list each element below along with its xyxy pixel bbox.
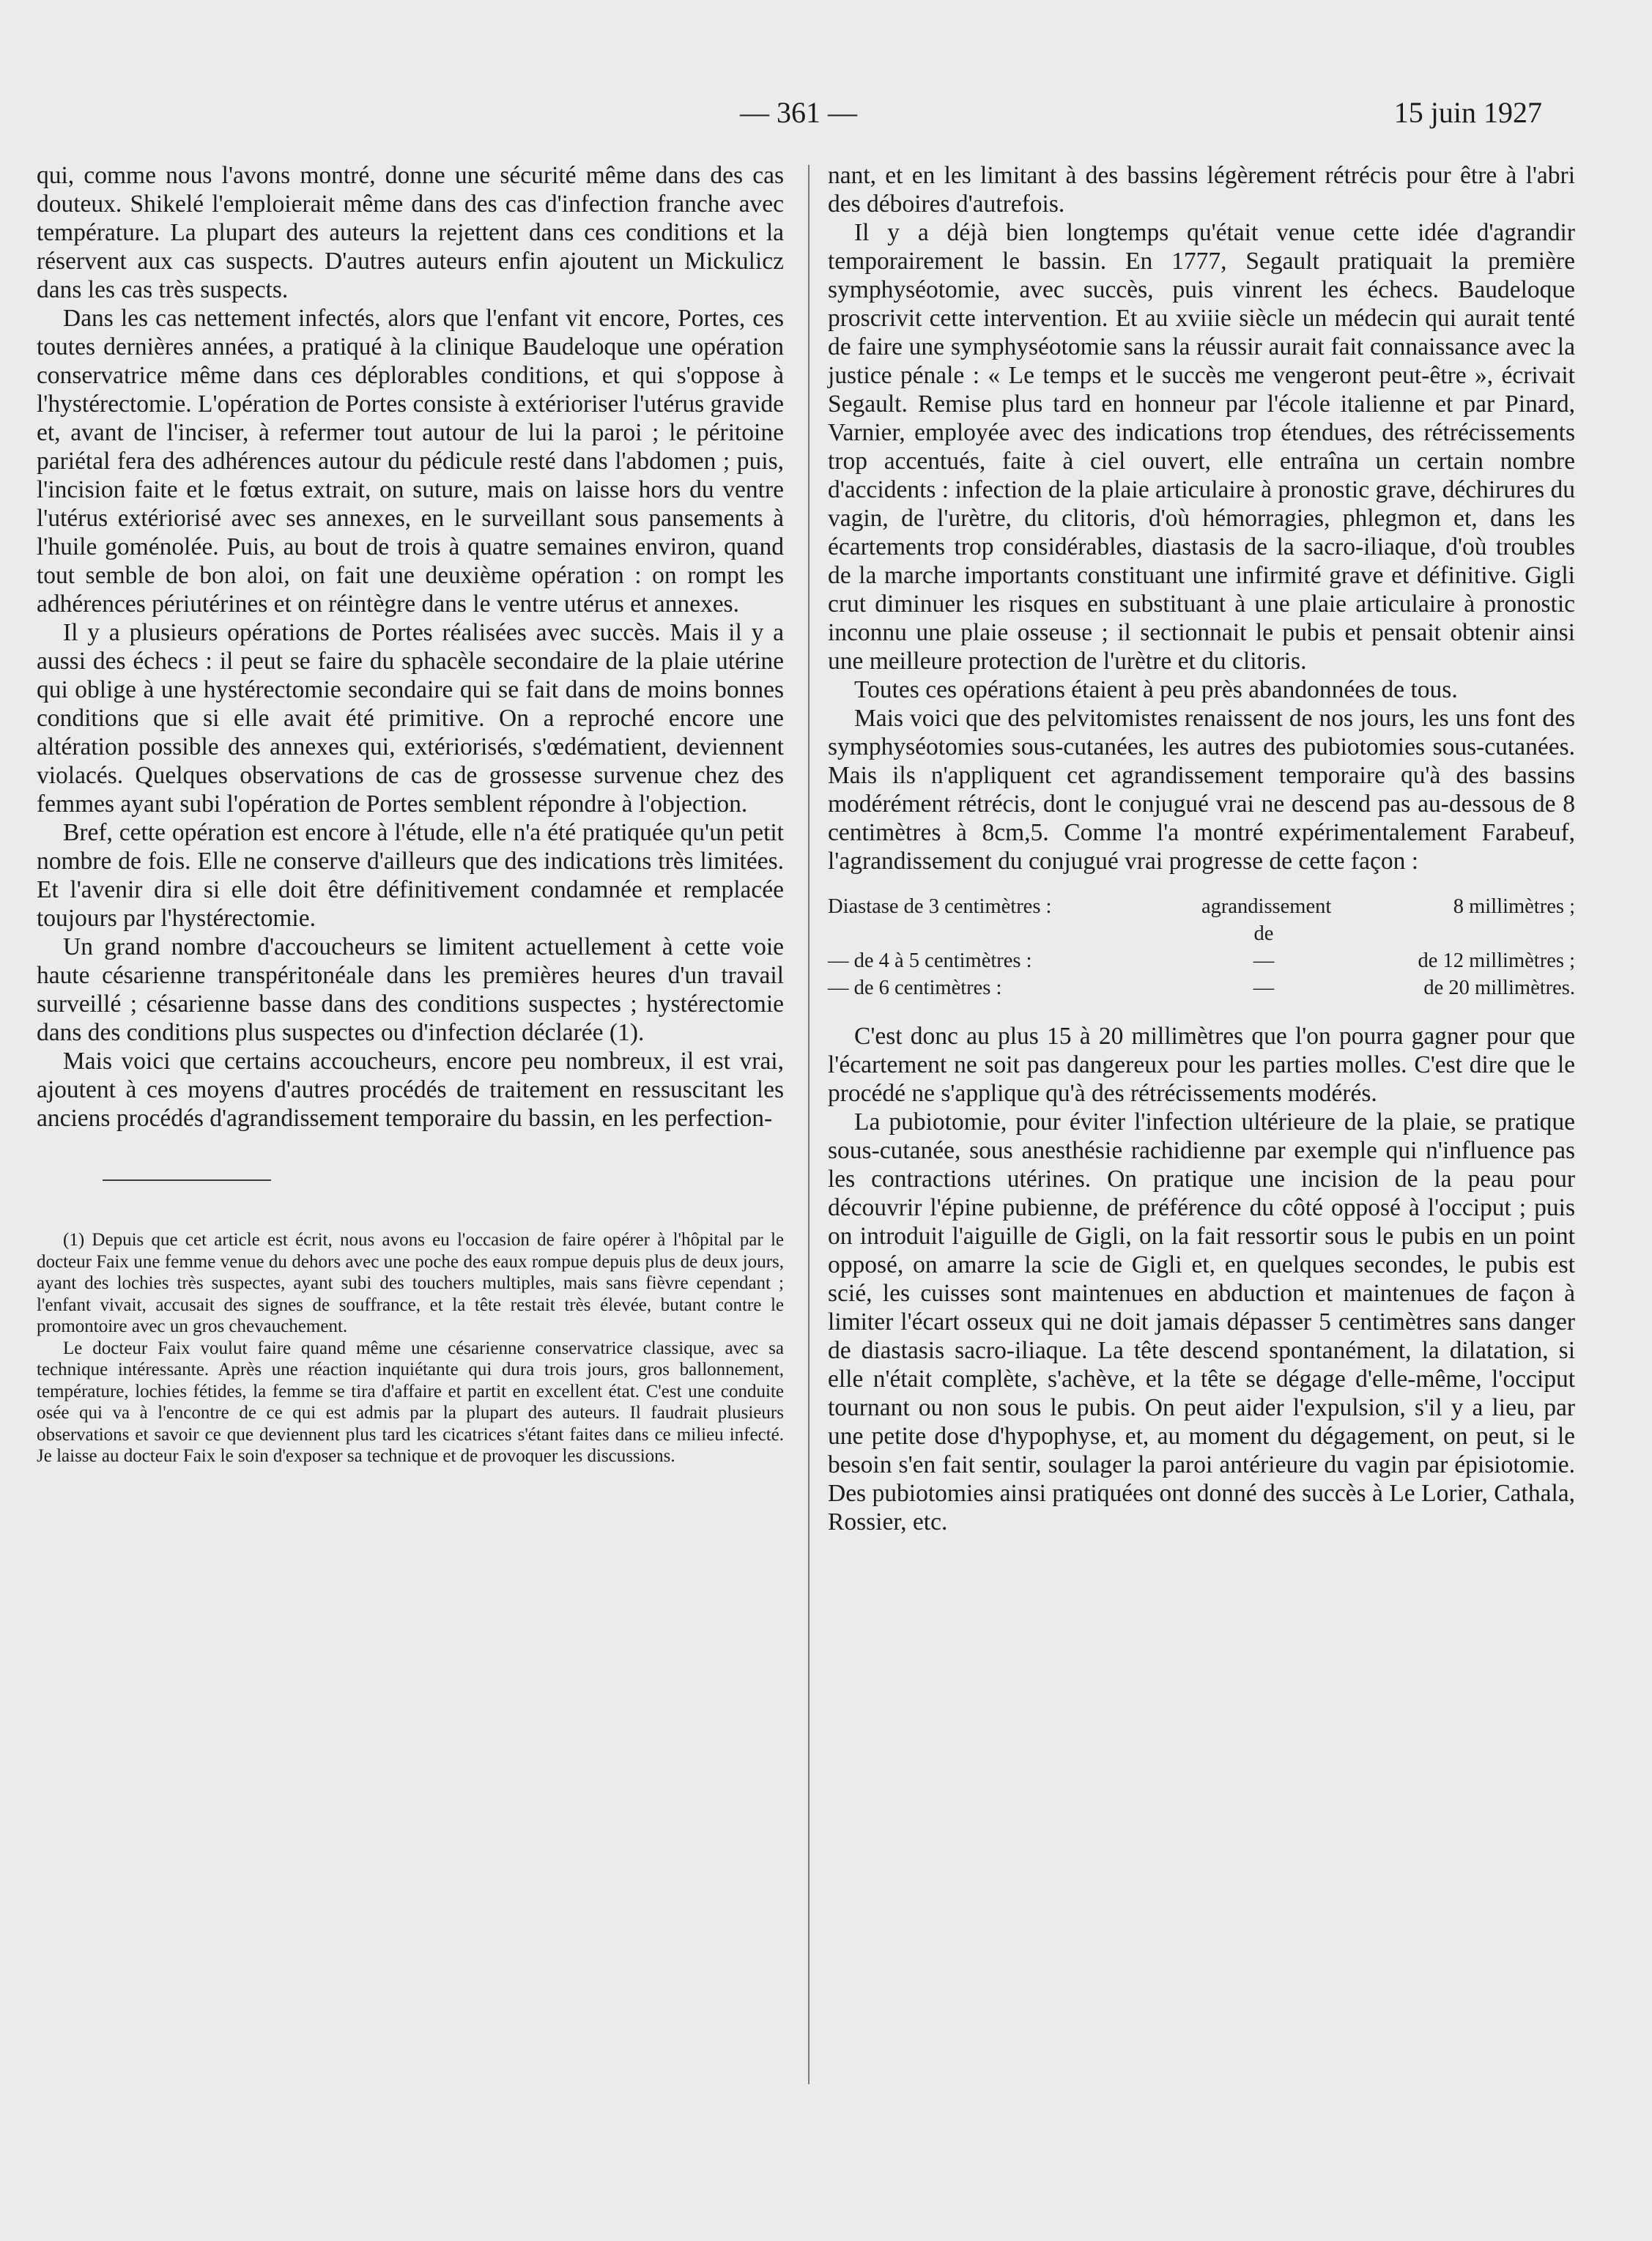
column-divider [808, 165, 810, 2084]
table-cell: — de 4 à 5 centimètres : [828, 949, 1032, 972]
left-column [37, 161, 784, 1467]
table-row [828, 974, 1575, 1001]
table-row [828, 893, 1575, 947]
table-cell: agrandissement de [1201, 895, 1332, 945]
table-cell: — de 6 centimètres : [828, 977, 1002, 999]
paragraph: qui, comme nous l'avons montré, donne une sécurité même dans des cas douteux. Shikelé l'emploierait même dans des cas d'infection franche avec température. La plupart des auteurs la rejettent dans ces conditions et la réservent aux cas suspects. D'autres auteurs enfin ajoutent un Mickulicz dans les cas très suspects. [37, 162, 784, 303]
table-cell: de 12 millimètres ; [1418, 949, 1575, 972]
paragraph: La pubiotomie, pour éviter l'infection ultérieure de la plaie, se pratique sous-cutanée, sous anesthésie rachidienne par exemple qui n'influence pas les contractions utérines. On pratique une incision de la peau pour découvrir l'épine pubienne, de préférence du côté opposé à l'occiput ; puis on introduit l'aiguille de Gigli, on la fait ressortir sous le pubis en un point opposé, on amarre la scie de Gigli et, en quelques secondes, le pubis est scié, les cuisses sont maintenues en abduction et maintenues de façon à limiter l'écart osseux qui ne doit jamais dépasser 5 centimètres sans danger de diastasis sacro-iliaque. La tête descend spontanément, la dilatation, si elle n'était complète, s'achève, et la tête se dégage d'elle-même, l'occiput tournant ou non sous le pubis. On peut aider l'expulsion, s'il y a lieu, par une petite dose d'hypophyse, et, au moment du dégagement, on peut, si le besoin s'en fait sentir, soulager la paroi antérieure du vagin par épisiotomie. Des pubiotomies ainsi pratiquées ont donné des succès à Le Lorier, Cathala, Rossier, etc. [828, 1108, 1575, 1536]
paragraph: Il y a déjà bien longtemps qu'était venue cette idée d'agrandir temporairement le bassin. En 1777, Segault pratiquait la première symphyséotomie, avec succès, puis vinrent les échecs. Baudeloque proscrivit cette intervention. Et au xviiie siècle un médecin qui aurait tenté de faire une symphyséotomie sans la réussir aurait fait connaissance avec la justice pénale : « Le temps et le succès me vengeront peut-être », écrivait Segault. Remise plus tard en honneur par l'école italienne et par Pinard, Varnier, employée avec des indications trop étendues, des rétrécissements trop accentués, faite à ciel ouvert, elle entraîna un certain nombre d'accidents : infection de la plaie articulaire à pronostic grave, déchirures du vagin, de l'urètre, du clitoris, d'où hémorragies, phlegmon et, dans les écartements trop considérables, diastasis de la sacro-iliaque, d'où troubles de la marche importants constituant une infirmité grave et définitive. Gigli crut diminuer les risques en substituant à une plaie articulaire à pronostic inconnu une plaie osseuse ; il sectionnait le pubis et pensait obtenir ainsi une meilleure protection de l'urètre et du clitoris. [828, 219, 1575, 675]
footnote-rule [103, 1179, 271, 1181]
table-row [828, 947, 1575, 974]
right-column [828, 161, 1575, 1536]
paragraph: Mais voici que des pelvitomistes renaissent de nos jours, les uns font des symphyséotomies sous-cutanées, les autres des pubiotomies sous-cutanées. Mais ils n'appliquent cet agrandissement temporaire qu'à des bassins modérément rétrécis, dont le conjugué vrai ne descend pas au-dessous de 8 centimètres à 8cm,5. Comme l'a montré expérimentalement Farabeuf, l'agrandissement du conjugué vrai progresse de cette façon : [828, 705, 1575, 875]
paragraph: Mais voici que certains accoucheurs, encore peu nombreux, il est vrai, ajoutent à ces moyens d'autres procédés de traitement en ressuscitant les anciens procédés d'agrandissement temporaire du bassin, en les perfection- [37, 1048, 784, 1132]
page-number: — 361 — [740, 96, 857, 129]
table-cell: — [1253, 977, 1275, 999]
table-cell: — [1253, 949, 1275, 972]
paragraph: Il y a plusieurs opérations de Portes réalisées avec succès. Mais il y a aussi des échecs : il peut se faire du sphacèle secondaire de la plaie utérine qui oblige à une hystérectomie secondaire qui se fait dans de moins bonnes conditions que si elle avait été primitive. On a reproché encore une altération possible des annexes qui, extériorisés, s'œdématient, deviennent violacés. Quelques observations de cas de grossesse survenue chez des femmes ayant subi l'opération de Portes semblent répondre à l'objection. [37, 619, 784, 818]
paragraph: nant, et en les limitant à des bassins légèrement rétrécis pour être à l'abri des déboires d'autrefois. [828, 162, 1575, 218]
paragraph: Toutes ces opérations étaient à peu près abandonnées de tous. [854, 676, 1458, 703]
paragraph: Dans les cas nettement infectés, alors que l'enfant vit encore, Portes, ces toutes dernières années, a pratiqué à la clinique Baudeloque une opération conservatrice même dans ces déplorables conditions, et qui s'oppose à l'hystérectomie. L'opération de Portes consiste à extérioriser l'utérus gravide et, avant de l'inciser, à refermer tout autour de lui la paroi ; le péritoine pariétal fera des adhérences autour du pédicule resté dans l'abdomen ; puis, l'incision faite et le fœtus extrait, on suture, mais on laisse hors du ventre l'utérus extériorisé avec ses annexes, en le surveillant sous pansements à l'huile goménolée. Puis, au bout de trois à quatre semaines environ, quand tout semble de bon aloi, on fait une deuxième opération : on rompt les adhérences périutérines et on réintègre dans le ventre utérus et annexes. [37, 305, 784, 618]
paragraph: C'est donc au plus 15 à 20 millimètres que l'on pourra gagner pour que l'écartement ne soit pas dangereux pour les parties molles. C'est dire que le procédé ne s'applique qu'à des rétrécissements modérés. [828, 1023, 1575, 1107]
paragraph: Un grand nombre d'accoucheurs se limitent actuellement à cette voie haute césarienne transpéritonéale dans les premières heures d'un travail surveillé ; césarienne basse dans des conditions suspectes ; hystérectomie dans des conditions plus suspectes ou d'infection déclarée (1). [37, 933, 784, 1046]
paragraph: Bref, cette opération est encore à l'étude, elle n'a été pratiquée qu'un petit nombre de fois. Elle ne conserve d'ailleurs que des indications très limitées. Et l'avenir dira si elle doit être définitivement condamnée et remplacée toujours par l'hystérectomie. [37, 819, 784, 932]
diastase-table [828, 893, 1575, 1001]
table-cell: de 20 millimètres. [1423, 977, 1575, 999]
page-date: 15 juin 1927 [1393, 96, 1542, 129]
footnote: Le docteur Faix voulut faire quand même une césarienne conservatrice classique, avec sa technique intéressante. Après une réaction inquiétante qui dura trois jours, gros ballonnement, température, lochies fétides, la femme se tira d'affaire et partit en excellent état. C'est une conduite osée qui va à l'encontre de ce qui est admis par la plupart des auteurs. Il faudrait plusieurs observations et savoir ce que deviennent plus tard les cicatrices s'étant faites dans ce milieu infecté. Je laisse au docteur Faix le soin d'exposer sa technique et de provoquer les discussions. [37, 1338, 784, 1466]
table-cell: 8 millimètres ; [1453, 895, 1575, 918]
footnote: (1) Depuis que cet article est écrit, nous avons eu l'occasion de faire opérer à l'hôpital par le docteur Faix une femme venue du dehors avec une poche des eaux rompue depuis plus de deux jours, ayant des lochies très suspectes, ayant subi des touchers multiples, mais sans fièvre cependant ; l'enfant vivait, accusait des signes de souffrance, et la tête restait très élevée, butant contre le promontoire avec un gros chevauchement. [37, 1230, 784, 1336]
table-cell: Diastase de 3 centimètres : [828, 895, 1052, 918]
